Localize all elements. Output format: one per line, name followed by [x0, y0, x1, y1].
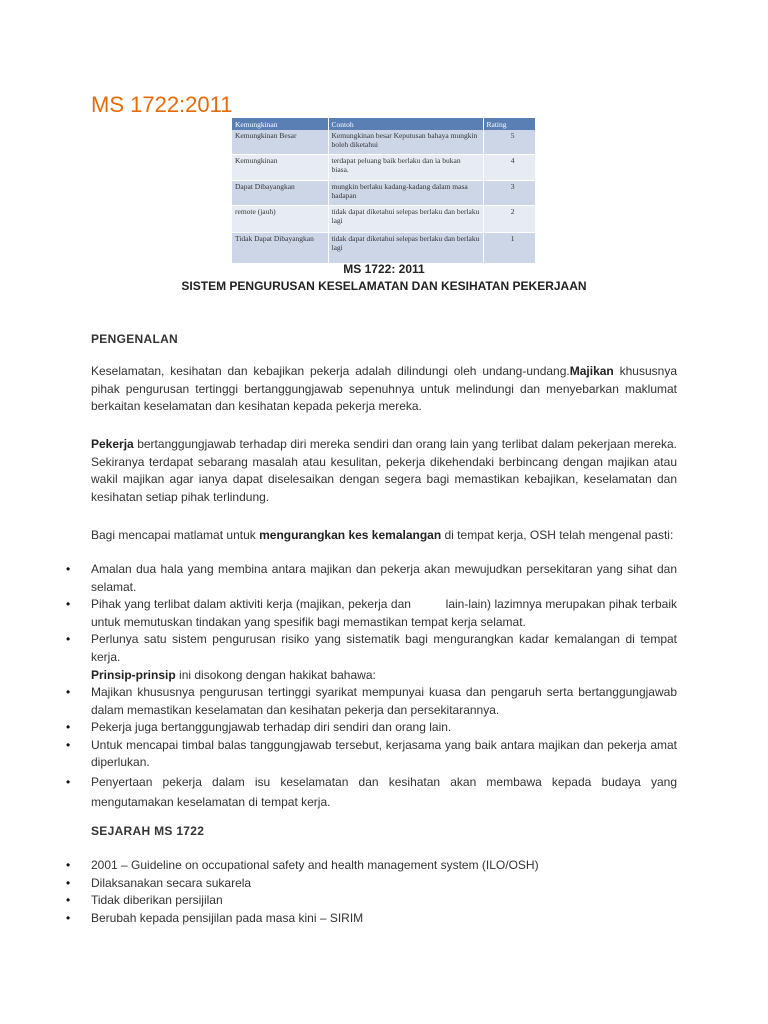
cell-contoh: terdapat peluang baik berlaku dan ia bukan biasa.	[328, 155, 483, 181]
matlamat-bold: mengurangkan kes kemalangan	[259, 528, 442, 542]
pekerja-text: bertanggungjawab terhadap diri mereka sendiri dan orang lain yang terlibat dalam pekerjaan mereka. Sekiranya terdapat sebarang masalah atau kesulitan, pekerja dikehendaki berbincang dengan majikan atau wakil majikan agar ianya dapat diselesaikan dengan segera bagi memastikan kebajikan, keselamatan dan kesihatan setiap pihak terlindung.	[91, 437, 677, 504]
document-title: SISTEM PENGURUSAN KESELAMATAN DAN KESIHATAN PEKERJAAN	[181, 279, 587, 293]
table-row	[232, 181, 535, 206]
list-item: • Perlunya satu sistem pengurusan risiko yang sistematik bagi mengurangkan kadar kemalangan di tempat kerja.	[66, 632, 677, 664]
list-item: • Pekerja juga bertanggungjawab terhadap diri sendiri dan orang lain.	[66, 719, 677, 737]
bullet-icon: •	[66, 858, 71, 872]
cell-kemungkinan: remote (jauh)	[232, 206, 328, 233]
cell-contoh: tidak dapat diketahui selepas berlaku dan berlaku lagi	[328, 206, 483, 233]
bullet-icon: •	[66, 720, 71, 734]
intro-bold-majikan: Majikan	[569, 364, 614, 378]
bullet-icon: •	[66, 632, 71, 646]
prinsip-list	[66, 684, 677, 812]
header-kemungkinan: Kemungkinan	[232, 118, 328, 130]
list-item: • 2001 – Guideline on occupational safety and health management system (ILO/OSH)	[66, 857, 677, 875]
cell-rating: 4	[483, 155, 535, 181]
cell-contoh: Kemungkinan besar Keputusan bahaya mungkin boleh diketahui	[328, 130, 483, 155]
bullet-icon: •	[66, 685, 71, 699]
cell-rating: 5	[483, 130, 535, 155]
bullet-icon: •	[66, 774, 71, 789]
cell-rating: 3	[483, 181, 535, 206]
header-rating: Rating	[483, 118, 535, 130]
cell-rating: 1	[483, 233, 535, 264]
document-title-code: MS 1722: 2011	[343, 262, 425, 276]
osh-list	[66, 561, 681, 666]
section-heading-pengenalan: PENGENALAN	[91, 332, 179, 346]
cell-kemungkinan: Dapat Dibayangkan	[232, 181, 328, 206]
header-contoh: Contoh	[328, 118, 483, 130]
paragraph-pekerja	[91, 436, 677, 506]
cell-contoh: mungkin berlaku kadang-kadang dalam masa hadapan	[328, 181, 483, 206]
list-item: • Berubah kepada pensijilan pada masa kini – SIRIM	[66, 910, 677, 928]
list-item: • Majikan khususnya pengurusan tertinggi syarikat mempunyai kuasa dan pengaruh serta bertanggungjawab dalam memastikan keselamatan dan kesihatan pekerja dan persekitarannya.	[66, 685, 677, 717]
paragraph-intro	[91, 363, 677, 416]
matlamat-text-a: Bagi mencapai matlamat untuk	[91, 528, 260, 542]
likelihood-rating-table	[232, 118, 536, 264]
matlamat-text-b: di tempat kerja, OSH telah mengenal pasti:	[441, 528, 674, 542]
table-row	[232, 206, 535, 233]
cell-kemungkinan: Kemungkinan Besar	[232, 130, 328, 155]
cell-rating: 2	[483, 206, 535, 233]
list-item: • Amalan dua hala yang membina antara majikan dan pekerja akan mewujudkan persekitaran yang sihat dan selamat.	[66, 562, 677, 594]
bullet-icon: •	[66, 737, 71, 752]
list-item: • Dilaksanakan secara sukarela	[66, 875, 677, 893]
intro-text-a: Keselamatan, kesihatan dan kebajikan pekerja adalah dilindungi oleh undang-undang.	[91, 364, 570, 378]
prinsip-text: ini disokong dengan hakikat bahawa:	[175, 668, 376, 682]
paragraph-prinsip	[91, 667, 677, 685]
section-heading-sejarah: SEJARAH MS 1722	[91, 824, 205, 838]
intro-text-b: khususnya pihak pengurusan tertinggi bertanggungjawab sepenuhnya untuk melindungi dan menyebarkan maklumat berkaitan keselamatan dan kesihatan kepada pekerja mereka.	[91, 364, 678, 413]
list-item: • Pihak yang terlibat dalam aktiviti kerja (majikan, pekerja dan lain-lain) lazimnya merupakan pihak terbaik untuk memutuskan tindakan yang spesifik bagi memastikan tempat kerja selamat.	[66, 597, 681, 629]
bullet-icon: •	[66, 875, 71, 890]
cell-kemungkinan: Tidak Dapat Dibayangkan	[232, 233, 328, 264]
prinsip-bold: Prinsip-prinsip	[91, 668, 176, 682]
bullet-icon: •	[66, 562, 71, 576]
list-item: • Penyertaan pekerja dalam isu keselamatan dan kesihatan akan membawa kepada budaya yang mengutamakan keselamatan di tempat kerja.	[66, 772, 677, 812]
pekerja-bold: Pekerja	[91, 437, 134, 451]
page-heading: MS 1722:2011	[91, 92, 233, 117]
bullet-icon: •	[66, 910, 71, 925]
table-header-row	[232, 118, 535, 130]
cell-contoh: tidak dapat diketahui selepas berlaku dan berlaku lagi	[328, 233, 483, 264]
paragraph-matlamat	[91, 527, 677, 545]
list-item: • Untuk mencapai timbal balas tanggungjawab tersebut, kerjasama yang baik antara majikan dan pekerja amat diperlukan.	[66, 737, 677, 769]
sejarah-list	[66, 857, 677, 927]
table-row	[232, 233, 535, 264]
table-row	[232, 130, 535, 155]
cell-kemungkinan: Kemungkinan	[232, 155, 328, 181]
bullet-icon: •	[66, 597, 71, 611]
list-item: • Tidak diberikan persijilan	[66, 892, 677, 910]
bullet-icon: •	[66, 893, 71, 907]
table-row	[232, 155, 535, 181]
